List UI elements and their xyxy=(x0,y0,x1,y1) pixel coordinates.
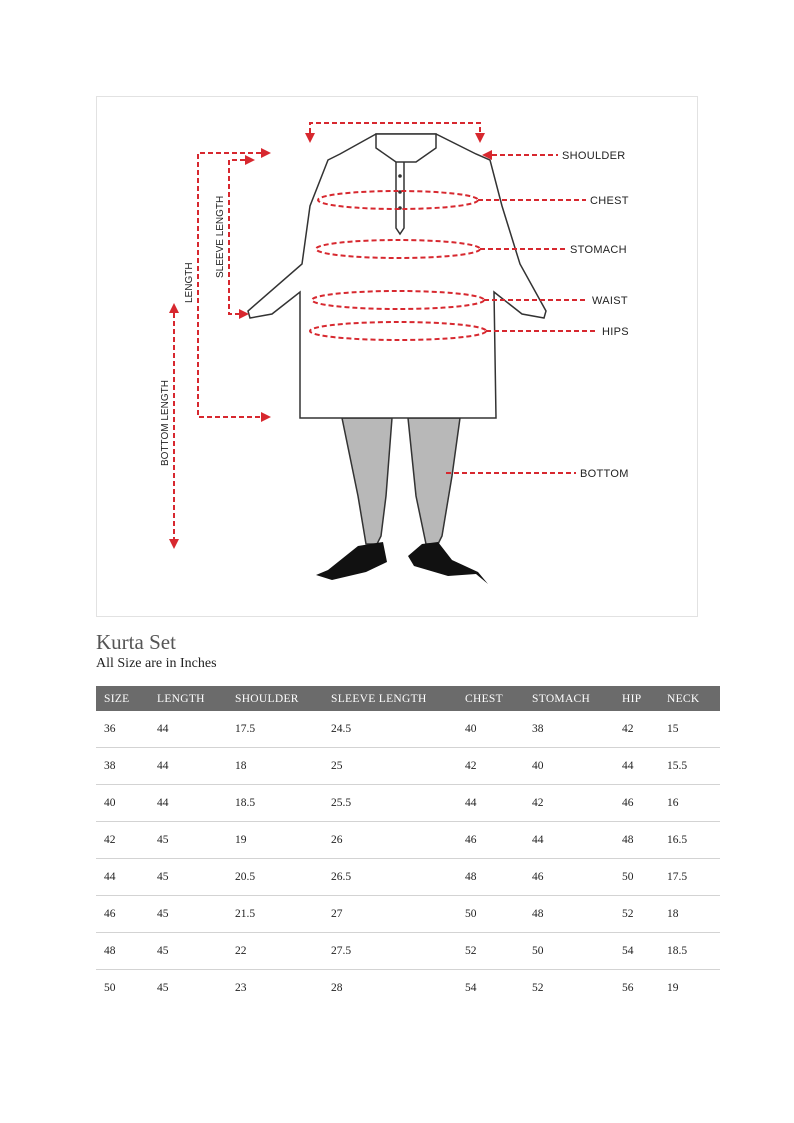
table-cell: 52 xyxy=(532,982,544,994)
table-row xyxy=(96,711,720,748)
column-header: SIZE xyxy=(96,686,149,711)
label-length: LENGTH xyxy=(184,262,195,303)
label-hips: HIPS xyxy=(602,326,629,338)
table-row xyxy=(96,896,720,933)
table-cell: 45 xyxy=(157,982,169,994)
table-cell: 48 xyxy=(614,822,659,859)
label-bottom: BOTTOM xyxy=(580,468,629,480)
table-cell: 50 xyxy=(104,982,116,994)
table-cell: 27 xyxy=(323,896,457,933)
table-cell: 42 xyxy=(457,748,524,785)
button-icon xyxy=(398,174,402,178)
table-cell: 25.5 xyxy=(323,785,457,822)
table-row xyxy=(96,970,720,1007)
table-cell: 18 xyxy=(227,748,323,785)
table-cell: 38 xyxy=(96,748,149,785)
column-header: CHEST xyxy=(457,686,524,711)
table-cell: 44 xyxy=(457,785,524,822)
table-cell: 44 xyxy=(149,748,227,785)
label-waist: WAIST xyxy=(592,295,628,307)
table-cell: 16 xyxy=(659,785,720,822)
table-cell: 15.5 xyxy=(659,748,720,785)
table-cell: 48 xyxy=(96,933,149,970)
table-cell: 54 xyxy=(614,933,659,970)
column-header: HIP xyxy=(614,686,659,711)
table-cell: 44 xyxy=(149,785,227,822)
table-row xyxy=(96,859,720,896)
table-cell: 50 xyxy=(524,933,614,970)
table-cell: 26.5 xyxy=(323,859,457,896)
table-cell: 19 xyxy=(227,822,323,859)
table-cell: 46 xyxy=(457,822,524,859)
table-row xyxy=(96,933,720,970)
table-cell: 48 xyxy=(524,896,614,933)
table-cell: 50 xyxy=(614,859,659,896)
table-cell: 54 xyxy=(465,982,477,994)
table-cell: 44 xyxy=(96,859,149,896)
label-stomach: STOMACH xyxy=(570,244,627,256)
table-cell: 44 xyxy=(524,822,614,859)
table-cell: 23 xyxy=(235,982,247,994)
table-row xyxy=(96,822,720,859)
table-row xyxy=(96,785,720,822)
table-cell: 17.5 xyxy=(227,711,323,748)
table-cell: 19 xyxy=(667,982,679,994)
column-header: STOMACH xyxy=(524,686,614,711)
table-cell: 42 xyxy=(524,785,614,822)
table-cell: 22 xyxy=(227,933,323,970)
label-bottom-length: BOTTOM LENGTH xyxy=(160,380,171,466)
table-cell: 24.5 xyxy=(323,711,457,748)
table-cell: 17.5 xyxy=(659,859,720,896)
table-cell: 18 xyxy=(659,896,720,933)
table-cell: 45 xyxy=(149,896,227,933)
table-cell: 45 xyxy=(149,859,227,896)
column-header: SHOULDER xyxy=(227,686,323,711)
column-header: SLEEVE LENGTH xyxy=(323,686,457,711)
table-header-row xyxy=(96,686,720,711)
table-cell: 18.5 xyxy=(659,933,720,970)
label-chest: CHEST xyxy=(590,195,629,207)
table-row xyxy=(96,748,720,785)
button-icon xyxy=(398,190,402,194)
table-cell: 50 xyxy=(457,896,524,933)
table-cell: 40 xyxy=(524,748,614,785)
table-cell: 52 xyxy=(457,933,524,970)
label-shoulder: SHOULDER xyxy=(562,150,626,162)
table-cell: 26 xyxy=(323,822,457,859)
kurta-figure xyxy=(96,96,698,617)
table-cell: 21.5 xyxy=(227,896,323,933)
table-cell: 44 xyxy=(614,748,659,785)
table-cell: 40 xyxy=(96,785,149,822)
table-cell: 46 xyxy=(96,896,149,933)
table-cell: 44 xyxy=(149,711,227,748)
table-cell: 20.5 xyxy=(227,859,323,896)
table-cell: 45 xyxy=(149,933,227,970)
table-cell: 18.5 xyxy=(227,785,323,822)
table-cell: 15 xyxy=(659,711,720,748)
size-chart-table xyxy=(96,686,720,1006)
table-cell: 42 xyxy=(614,711,659,748)
table-cell: 52 xyxy=(614,896,659,933)
table-cell: 45 xyxy=(149,822,227,859)
table-cell: 46 xyxy=(524,859,614,896)
table-cell: 16.5 xyxy=(659,822,720,859)
label-sleeve-length: SLEEVE LENGTH xyxy=(215,195,226,278)
measurement-diagram xyxy=(96,96,698,617)
table-cell: 40 xyxy=(457,711,524,748)
table-cell: 36 xyxy=(96,711,149,748)
table-cell: 46 xyxy=(614,785,659,822)
column-header: NECK xyxy=(659,686,720,711)
table-cell: 42 xyxy=(96,822,149,859)
table-cell: 48 xyxy=(457,859,524,896)
table-cell: 28 xyxy=(331,982,343,994)
page-subtitle: All Size are in Inches xyxy=(96,656,217,671)
table-cell: 38 xyxy=(524,711,614,748)
table-cell: 25 xyxy=(323,748,457,785)
table-cell: 27.5 xyxy=(323,933,457,970)
table-cell: 56 xyxy=(622,982,634,994)
page-title: Kurta Set xyxy=(96,630,176,654)
column-header: LENGTH xyxy=(149,686,227,711)
